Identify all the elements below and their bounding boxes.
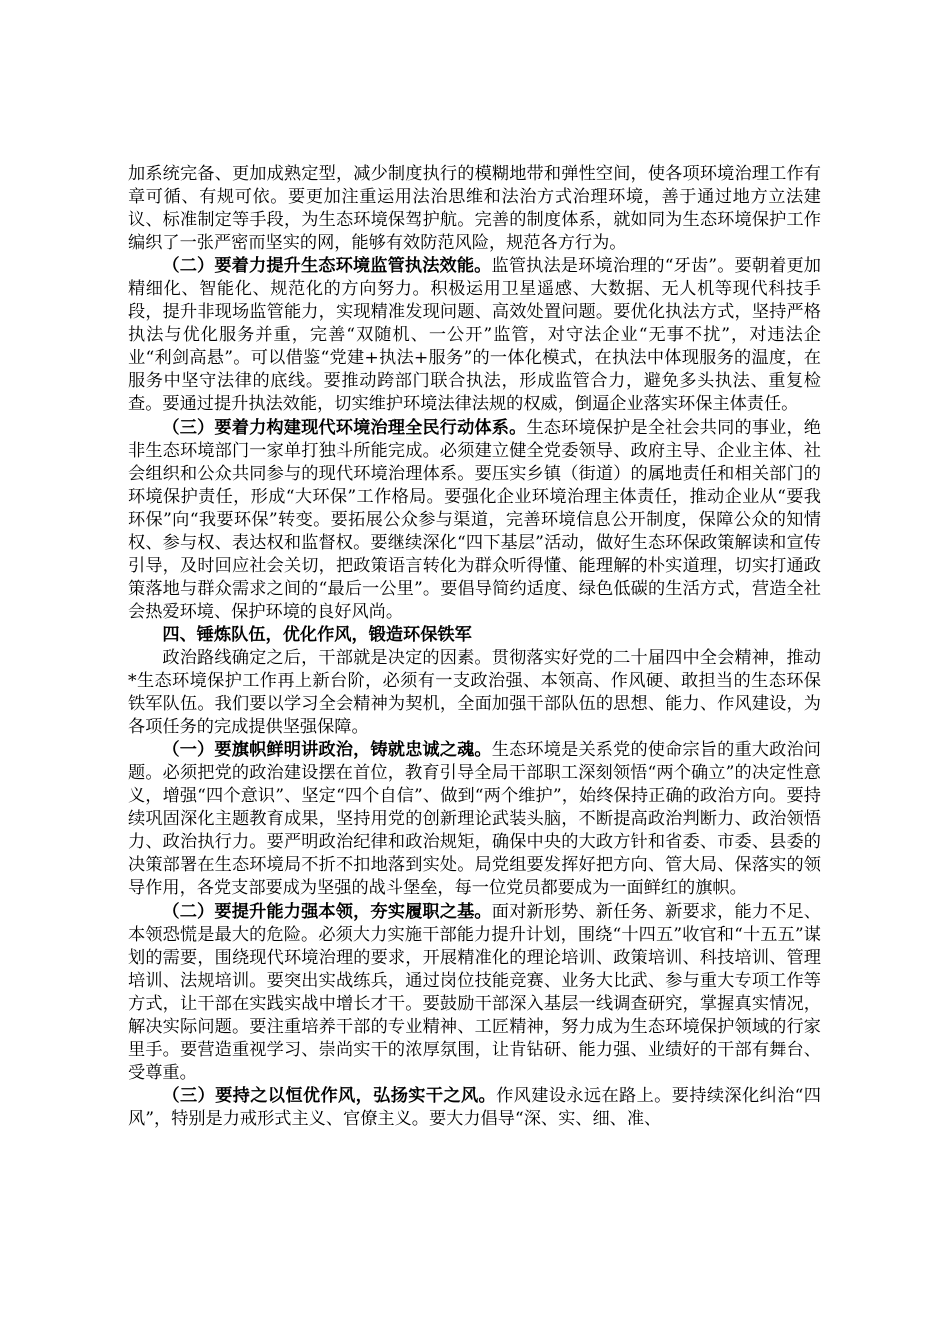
paragraph-heading: （一）要旗帜鲜明讲政治，铸就忠诚之魂。 — [162, 740, 492, 761]
paragraph-text: 作风建设永远在路上。要持续深化纠治“四风”，特别是力戒形式主义、官僚主义。要大力倡导“深、实、细、准、 — [128, 1085, 821, 1129]
paragraph-heading: （三）要着力构建现代环境治理全民行动体系。 — [162, 417, 527, 438]
paragraph-heading: （三）要持之以恒优作风，弘扬实干之风。 — [162, 1085, 497, 1106]
section-title: 四、锤炼队伍，优化作风，锻造环保铁军 — [162, 624, 472, 645]
paragraph-section-2-2 — [128, 255, 821, 416]
paragraph-text: 面对新形势、新任务、新要求，能力不足、本领恐慌是最大的危险。必须大力实施干部能力提升计划，围绕“十四五”收官和“十五五”谋划的需要，围绕现代环境治理的要求，开展精准化的理论培训、政策培训、科技培训、管理培训、法规培训。要突出实战练兵，通过岗位技能竞赛、业务大比武、参与重大专项工作等方式，让干部在实践实战中增长才干。要鼓励干部深入基层一线调查研究，掌握真实情况，解决实际问题。要注重培养干部的专业精神、工匠精神，努力成为生态环境保护领域的行家里手。要营造重视学习、崇尚实干的浓厚氛围，让肯钻研、能力强、业绩好的干部有舞台、受尊重。 — [128, 901, 821, 1083]
paragraph-text: 政治路线确定之后，干部就是决定的因素。贯彻落实好党的二十届四中全会精神，推动*生态环境保护工作再上新台阶，必须有一支政治强、本领高、作风硬、敢担当的生态环保铁军队伍。我们要以学习全会精神为契机，全面加强干部队伍的思想、能力、作风建设，为各项任务的完成提供坚强保障。 — [128, 647, 821, 738]
paragraph-section-4-1 — [128, 739, 821, 900]
paragraph-section-4-intro — [128, 647, 821, 739]
paragraph-section-2-3 — [128, 417, 821, 624]
paragraph-heading: （二）要提升能力强本领，夯实履职之基。 — [162, 901, 492, 922]
paragraph-text: 生态环境是关系党的使命宗旨的重大政治问题。必须把党的政治建设摆在首位，教育引导全局干部职工深刻领悟“两个确立”的决定性意义，增强“四个意识”、坚定“四个自信”、做到“两个维护”，始终保持正确的政治方向。要持续巩固深化主题教育成果，坚持用党的创新理论武装头脑，不断提高政治判断力、政治领悟力、政治执行力。要严明政治纪律和政治规矩，确保中央的大政方针和省委、市委、县委的决策部署在生态环境局不折不扣地落到实处。局党组要发挥好把方向、管大局、保落实的领导作用，各党支部要成为坚强的战斗堡垒，每一位党员都要成为一面鲜红的旗帜。 — [128, 740, 821, 899]
paragraph-text: 生态环境保护是全社会共同的事业，绝非生态环境部门一家单打独斗所能完成。必须建立健全党委领导、政府主导、企业主体、社会组织和公众共同参与的现代环境治理体系。要压实乡镇（街道）的属地责任和相关部门的环境保护责任，形成“大环保”工作格局。要强化企业环境治理主体责任，推动企业从“要我环保”向“我要环保”转变。要拓展公众参与渠道，完善环境信息公开制度，保障公众的知情权、参与权、表达权和监督权。要继续深化“四下基层”活动，做好生态环保政策解读和宣传引导，及时回应社会关切，把政策语言转化为群众听得懂、能理解的朴实道理，切实打通政策落地与群众需求之间的“最后一公里”。要倡导简约适度、绿色低碳的生活方式，营造全社会热爱环境、保护环境的良好风尚。 — [128, 417, 821, 622]
paragraph-section-4-2 — [128, 901, 821, 1085]
paragraph-continuation — [128, 163, 821, 255]
paragraph-heading: （二）要着力提升生态环境监管执法效能。 — [162, 256, 492, 277]
section-heading-4 — [128, 624, 821, 647]
paragraph-text: 监管执法是环境治理的“牙齿”。要朝着更加精细化、智能化、规范化的方向努力。积极运用卫星遥感、大数据、无人机等现代科技手段，提升非现场监管能力，实现精准发现问题、高效处置问题。要优化执法方式，坚持严格执法与优化服务并重，完善“双随机、一公开”监管，对守法企业“无事不扰”，对违法企业“利剑高悬”。可以借鉴“党建+执法+服务”的一体化模式，在执法中体现服务的温度，在服务中坚守法律的底线。要推动跨部门联合执法，形成监管合力，避免多头执法、重复检查。要通过提升执法效能，切实维护环境法律法规的权威，倒逼企业落实环保主体责任。 — [128, 256, 821, 415]
document-page — [128, 163, 821, 1131]
paragraph-section-4-3 — [128, 1085, 821, 1131]
paragraph-text: 加系统完备、更加成熟定型，减少制度执行的模糊地带和弹性空间，使各项环境治理工作有章可循、有规可依。要更加注重运用法治思维和法治方式治理环境，善于通过地方立法建议、标准制定等手段，为生态环境保驾护航。完善的制度体系，就如同为生态环境保护工作编织了一张严密而坚实的网，能够有效防范风险，规范各方行为。 — [128, 164, 821, 254]
